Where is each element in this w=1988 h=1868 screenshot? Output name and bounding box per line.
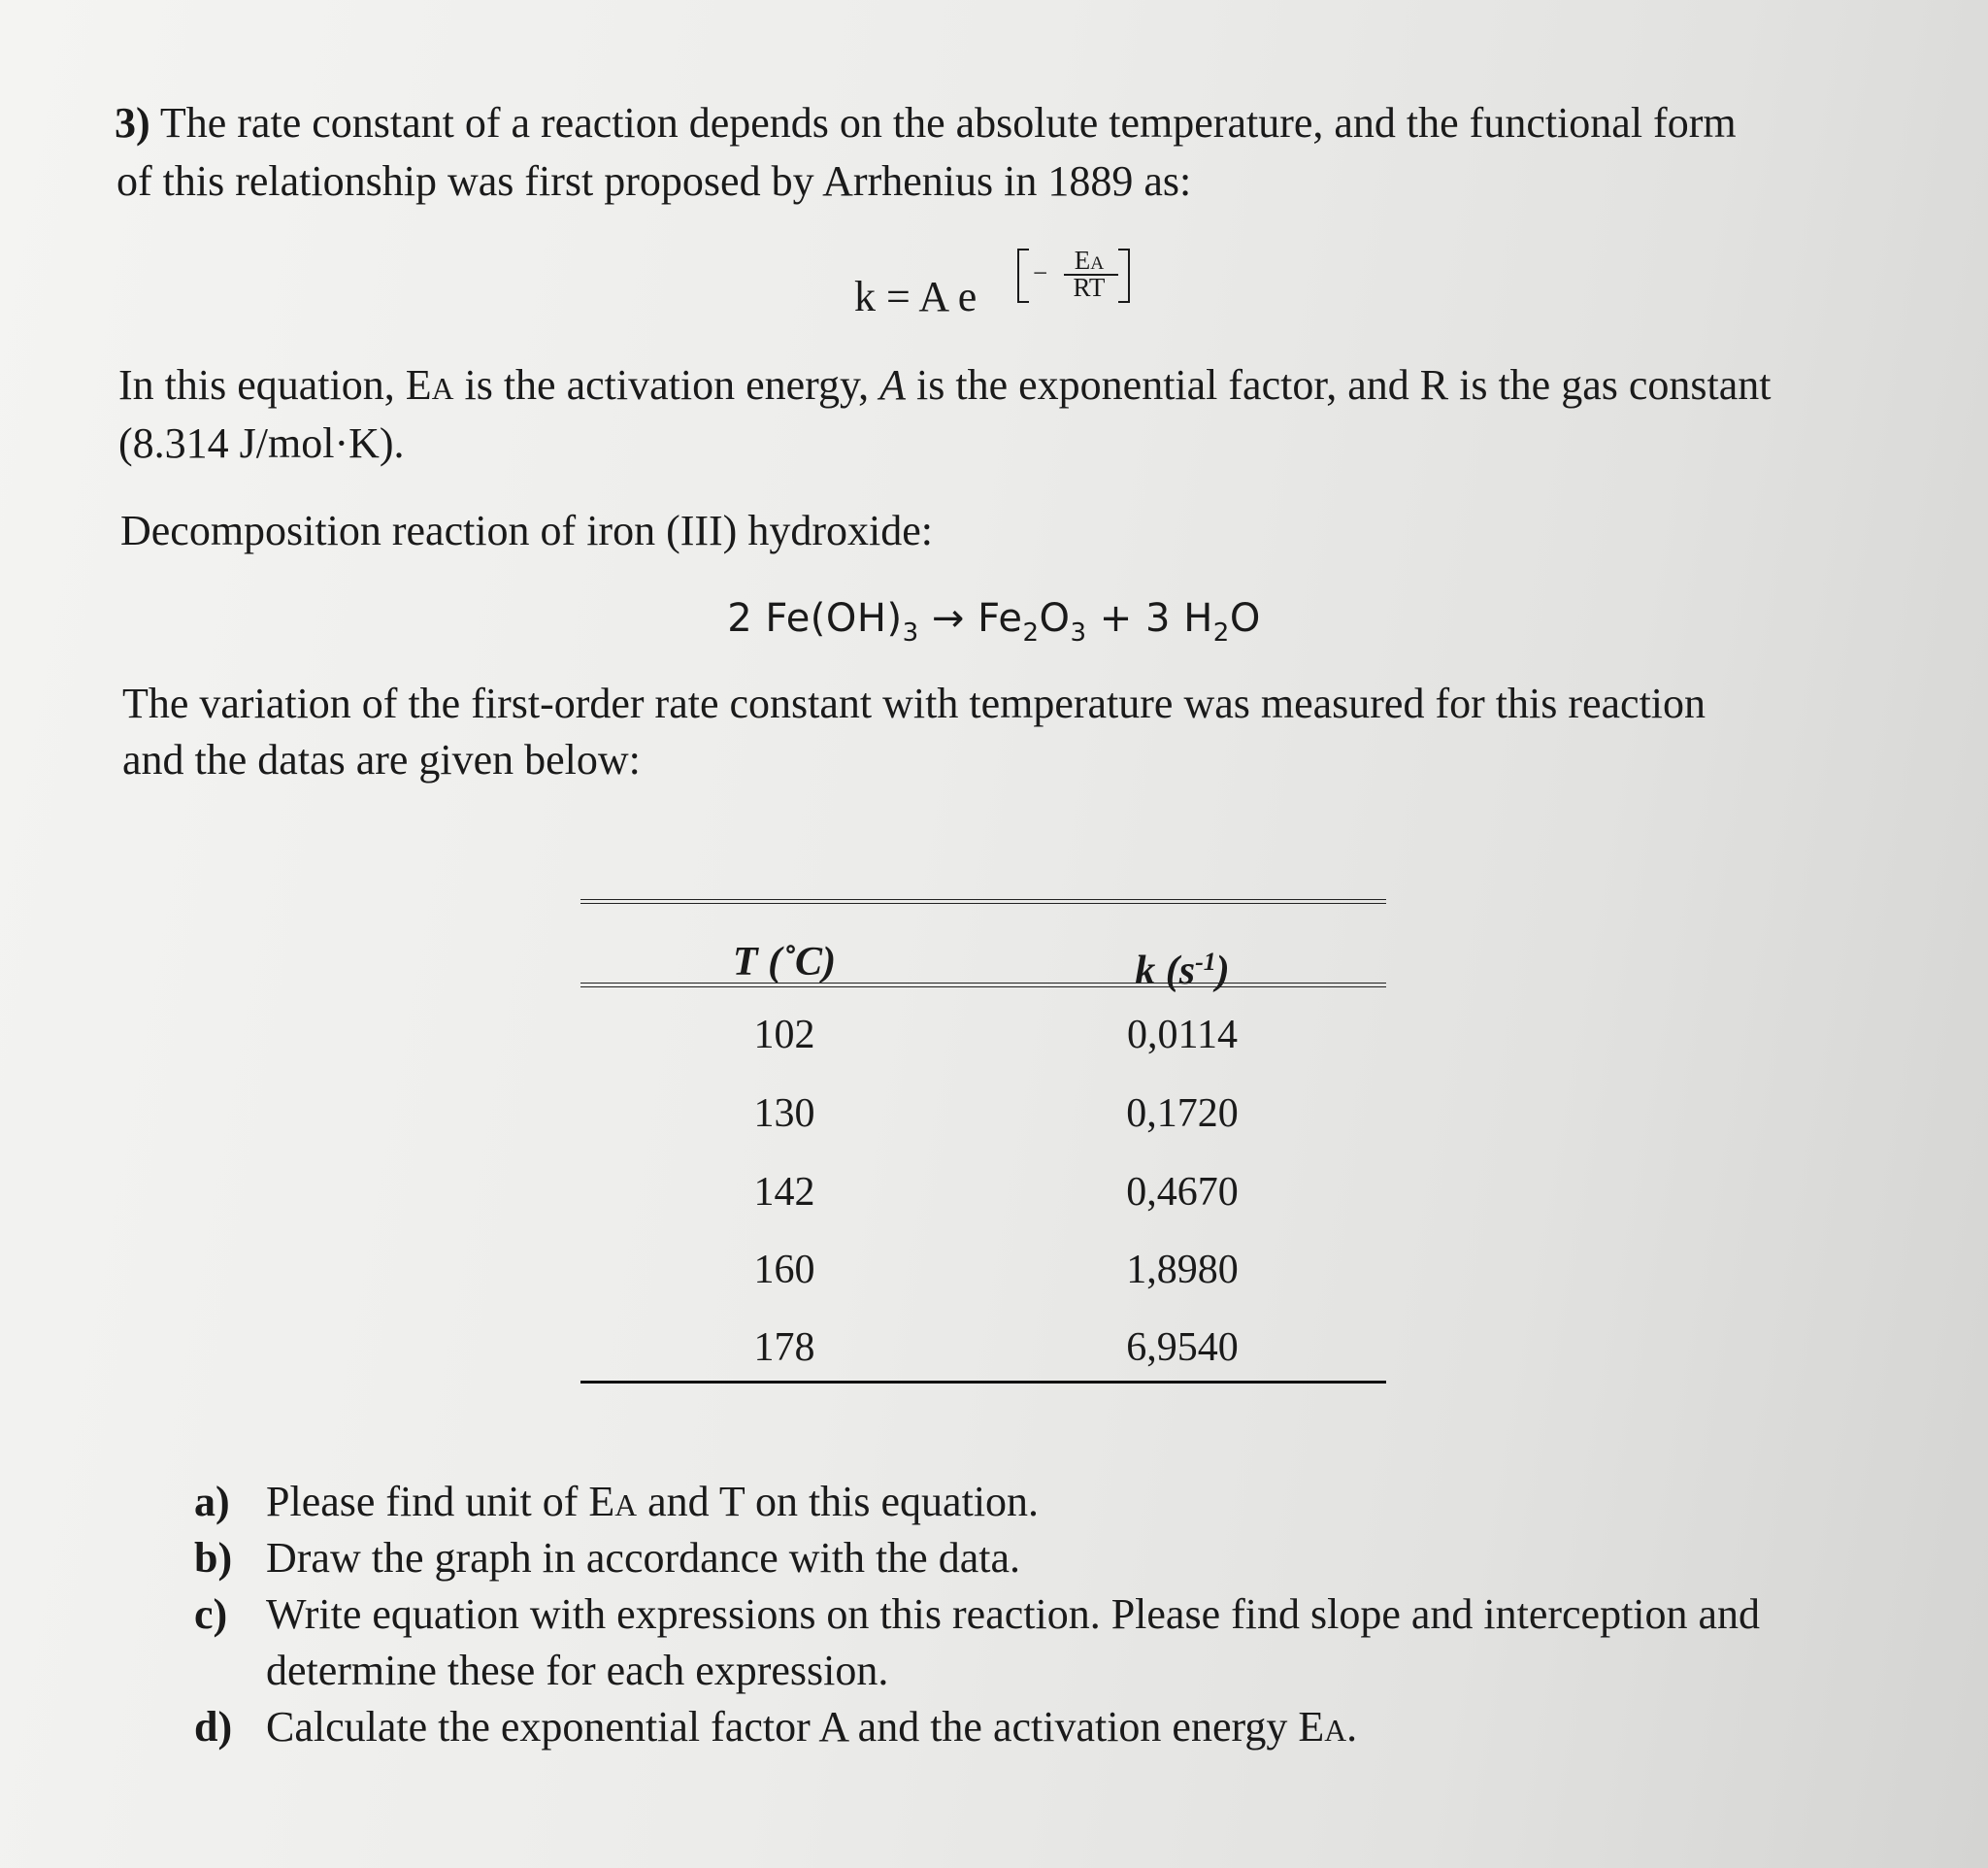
question-number: 3) bbox=[115, 99, 150, 147]
definitions-line-1 bbox=[118, 357, 1771, 417]
table-cell-temperature: 178 bbox=[753, 1325, 815, 1370]
table-cell-rate: 0,0114 bbox=[1127, 1013, 1238, 1057]
table-cell-rate: 6,9540 bbox=[1126, 1325, 1239, 1370]
subquestion-label: b) bbox=[194, 1534, 233, 1582]
subquestion-text-b: . bbox=[1346, 1703, 1358, 1751]
left-bracket bbox=[1017, 249, 1029, 303]
table-bottom-rule bbox=[580, 1381, 1386, 1384]
table-cell-temperature: 130 bbox=[753, 1091, 815, 1136]
right-bracket bbox=[1118, 249, 1130, 303]
numerator-subscript: A bbox=[1090, 253, 1105, 274]
exponent-minus: − bbox=[1033, 258, 1048, 287]
eq-water-h: + 3 H bbox=[1086, 596, 1213, 641]
table-cell-rate: 1,8980 bbox=[1126, 1248, 1239, 1292]
intro-text-1: The rate constant of a reaction depends on the absolute temperature, and the functional form bbox=[159, 99, 1737, 147]
eq-sub-1: 3 bbox=[902, 618, 919, 648]
data-intro-line-1: The variation of the first-order rate constant with temperature was measured for this reaction bbox=[122, 680, 1706, 727]
subquestion-text: Draw the graph in accordance with the data. bbox=[266, 1534, 1020, 1582]
subquestion-text bbox=[266, 1474, 1039, 1534]
data-intro-line-2: and the datas are given below: bbox=[122, 736, 641, 784]
formula-exponent bbox=[1017, 245, 1130, 303]
subquestion-label: c) bbox=[194, 1590, 228, 1638]
intro-line-1 bbox=[115, 95, 1737, 151]
table-cell-temperature: 102 bbox=[753, 1013, 815, 1057]
table-cell-rate: 0,1720 bbox=[1126, 1091, 1239, 1136]
subquestion-text-a: Calculate the exponential factor A and the activation energy E bbox=[266, 1703, 1325, 1751]
subquestion-text-a: Please find unit of E bbox=[266, 1478, 615, 1525]
exponent-denominator: RT bbox=[1073, 273, 1106, 302]
numerator-symbol: E bbox=[1074, 246, 1091, 275]
definitions-text-c: is the exponential factor, and R is the gas constant bbox=[906, 361, 1772, 409]
eq-reactant: 2 Fe(OH) bbox=[727, 596, 903, 641]
eq-sub-3: 3 bbox=[1070, 618, 1087, 648]
definitions-line-2: (8.314 J/mol·K). bbox=[118, 419, 405, 467]
formula-lhs: k = A e bbox=[854, 273, 977, 320]
subquestion-text: Write equation with expressions on this reaction. Please find slope and interception and bbox=[266, 1590, 1761, 1638]
eq-product-o: O bbox=[1039, 596, 1071, 641]
table-top-rule bbox=[580, 899, 1386, 904]
table-cell-rate: 0,4670 bbox=[1126, 1170, 1239, 1215]
definitions-text-a: In this equation, E bbox=[118, 361, 432, 409]
header-k-end: ) bbox=[1215, 949, 1230, 993]
eq-sub-4: 2 bbox=[1212, 618, 1230, 648]
subquestion-subscript: A bbox=[614, 1488, 638, 1522]
table-cell-temperature: 160 bbox=[753, 1248, 815, 1292]
reaction-heading: Decomposition reaction of iron (III) hydroxide: bbox=[120, 507, 933, 554]
header-temperature: T (˚C) bbox=[732, 940, 837, 984]
definitions-text-b: is the activation energy, bbox=[453, 361, 880, 409]
subquestion-text: determine these for each expression. bbox=[266, 1647, 889, 1694]
subquestion-label: a) bbox=[194, 1478, 230, 1525]
subquestion-text bbox=[266, 1699, 1357, 1759]
header-k-exponent: -1 bbox=[1195, 948, 1216, 976]
table-cell-temperature: 142 bbox=[753, 1170, 815, 1215]
definitions-subscript: A bbox=[431, 372, 454, 406]
subquestion-subscript: A bbox=[1324, 1714, 1347, 1748]
chemical-equation bbox=[0, 590, 1988, 661]
header-k-base: k (s bbox=[1135, 949, 1196, 993]
definitions-italic-a: A bbox=[879, 361, 907, 409]
table-header-rule bbox=[580, 983, 1386, 987]
eq-water-o: O bbox=[1229, 596, 1261, 641]
intro-line-2: of this relationship was first proposed by Arrhenius in 1889 as: bbox=[116, 157, 1192, 205]
subquestion-text-b: and T on this equation. bbox=[637, 1478, 1040, 1525]
eq-sub-2: 2 bbox=[1022, 618, 1040, 648]
subquestion-label: d) bbox=[194, 1703, 233, 1751]
eq-product-fe: → Fe bbox=[918, 596, 1023, 641]
